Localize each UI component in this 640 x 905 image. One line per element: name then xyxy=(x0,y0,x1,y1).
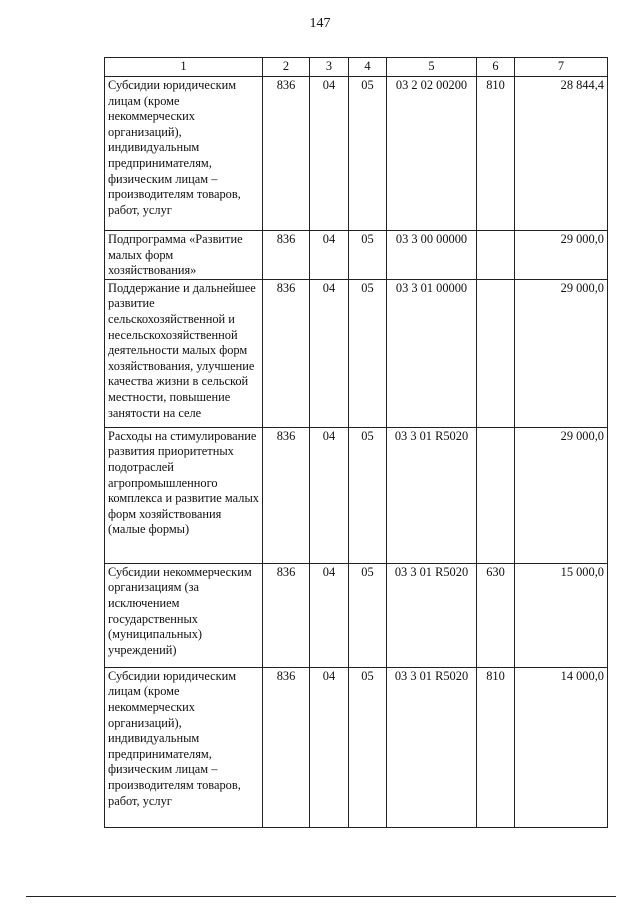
row-name: Поддержание и дальнейшее развитие сельскохозяйственной и несельскохозяйственной деятельности малых форм хозяйствования, улучшение качества жизни в сельской местности, повышение занятости на селе xyxy=(105,279,263,427)
row-subsection-code: 05 xyxy=(349,77,387,231)
table-row xyxy=(105,427,608,563)
table-row xyxy=(105,667,608,827)
header-col-4: 4 xyxy=(349,58,387,77)
row-ministry-code: 836 xyxy=(263,231,310,280)
row-name: Подпрограмма «Развитие малых форм хозяйствования» xyxy=(105,231,263,280)
table-row xyxy=(105,231,608,280)
row-section-code: 04 xyxy=(310,563,349,667)
row-subsection-code: 05 xyxy=(349,563,387,667)
budget-table xyxy=(104,57,608,828)
table-row xyxy=(105,77,608,231)
row-target-code: 03 3 01 R5020 xyxy=(387,667,477,827)
row-ministry-code: 836 xyxy=(263,563,310,667)
row-name: Расходы на стимулирование развития приоритетных подотраслей агропромышленного комплекса и развитие малых форм хозяйствования (малые формы) xyxy=(105,427,263,563)
page-bottom-divider xyxy=(26,896,616,897)
row-section-code: 04 xyxy=(310,77,349,231)
row-name: Субсидии юридическим лицам (кроме некоммерческих организаций), индивидуальным предпринимателям, физическим лицам – производителям товаров, работ, услуг xyxy=(105,667,263,827)
row-section-code: 04 xyxy=(310,231,349,280)
row-ministry-code: 836 xyxy=(263,77,310,231)
row-target-code: 03 3 01 00000 xyxy=(387,279,477,427)
table-header-row xyxy=(105,58,608,77)
row-ministry-code: 836 xyxy=(263,667,310,827)
row-target-code: 03 2 02 00200 xyxy=(387,77,477,231)
row-expense-kind: 810 xyxy=(477,77,515,231)
row-name: Субсидии юридическим лицам (кроме некоммерческих организаций), индивидуальным предпринимателям, физическим лицам – производителям товаров, работ, услуг xyxy=(105,77,263,231)
row-amount: 28 844,4 xyxy=(515,77,608,231)
row-expense-kind xyxy=(477,279,515,427)
row-subsection-code: 05 xyxy=(349,427,387,563)
header-col-6: 6 xyxy=(477,58,515,77)
row-amount: 29 000,0 xyxy=(515,231,608,280)
row-amount: 29 000,0 xyxy=(515,279,608,427)
row-expense-kind: 810 xyxy=(477,667,515,827)
row-ministry-code: 836 xyxy=(263,427,310,563)
table-row xyxy=(105,279,608,427)
row-ministry-code: 836 xyxy=(263,279,310,427)
header-col-3: 3 xyxy=(310,58,349,77)
row-section-code: 04 xyxy=(310,667,349,827)
row-section-code: 04 xyxy=(310,427,349,563)
row-target-code: 03 3 01 R5020 xyxy=(387,427,477,563)
row-name: Субсидии некоммерческим организациям (за исключением государственных (муниципальных) учреждений) xyxy=(105,563,263,667)
row-subsection-code: 05 xyxy=(349,231,387,280)
header-col-2: 2 xyxy=(263,58,310,77)
header-col-7: 7 xyxy=(515,58,608,77)
row-target-code: 03 3 01 R5020 xyxy=(387,563,477,667)
row-target-code: 03 3 00 00000 xyxy=(387,231,477,280)
table-row xyxy=(105,563,608,667)
row-section-code: 04 xyxy=(310,279,349,427)
row-amount: 15 000,0 xyxy=(515,563,608,667)
header-col-5: 5 xyxy=(387,58,477,77)
row-subsection-code: 05 xyxy=(349,667,387,827)
page-number: 147 xyxy=(309,16,331,31)
row-expense-kind: 630 xyxy=(477,563,515,667)
row-expense-kind xyxy=(477,427,515,563)
row-expense-kind xyxy=(477,231,515,280)
row-amount: 29 000,0 xyxy=(515,427,608,563)
row-amount: 14 000,0 xyxy=(515,667,608,827)
row-subsection-code: 05 xyxy=(349,279,387,427)
header-col-1: 1 xyxy=(105,58,263,77)
